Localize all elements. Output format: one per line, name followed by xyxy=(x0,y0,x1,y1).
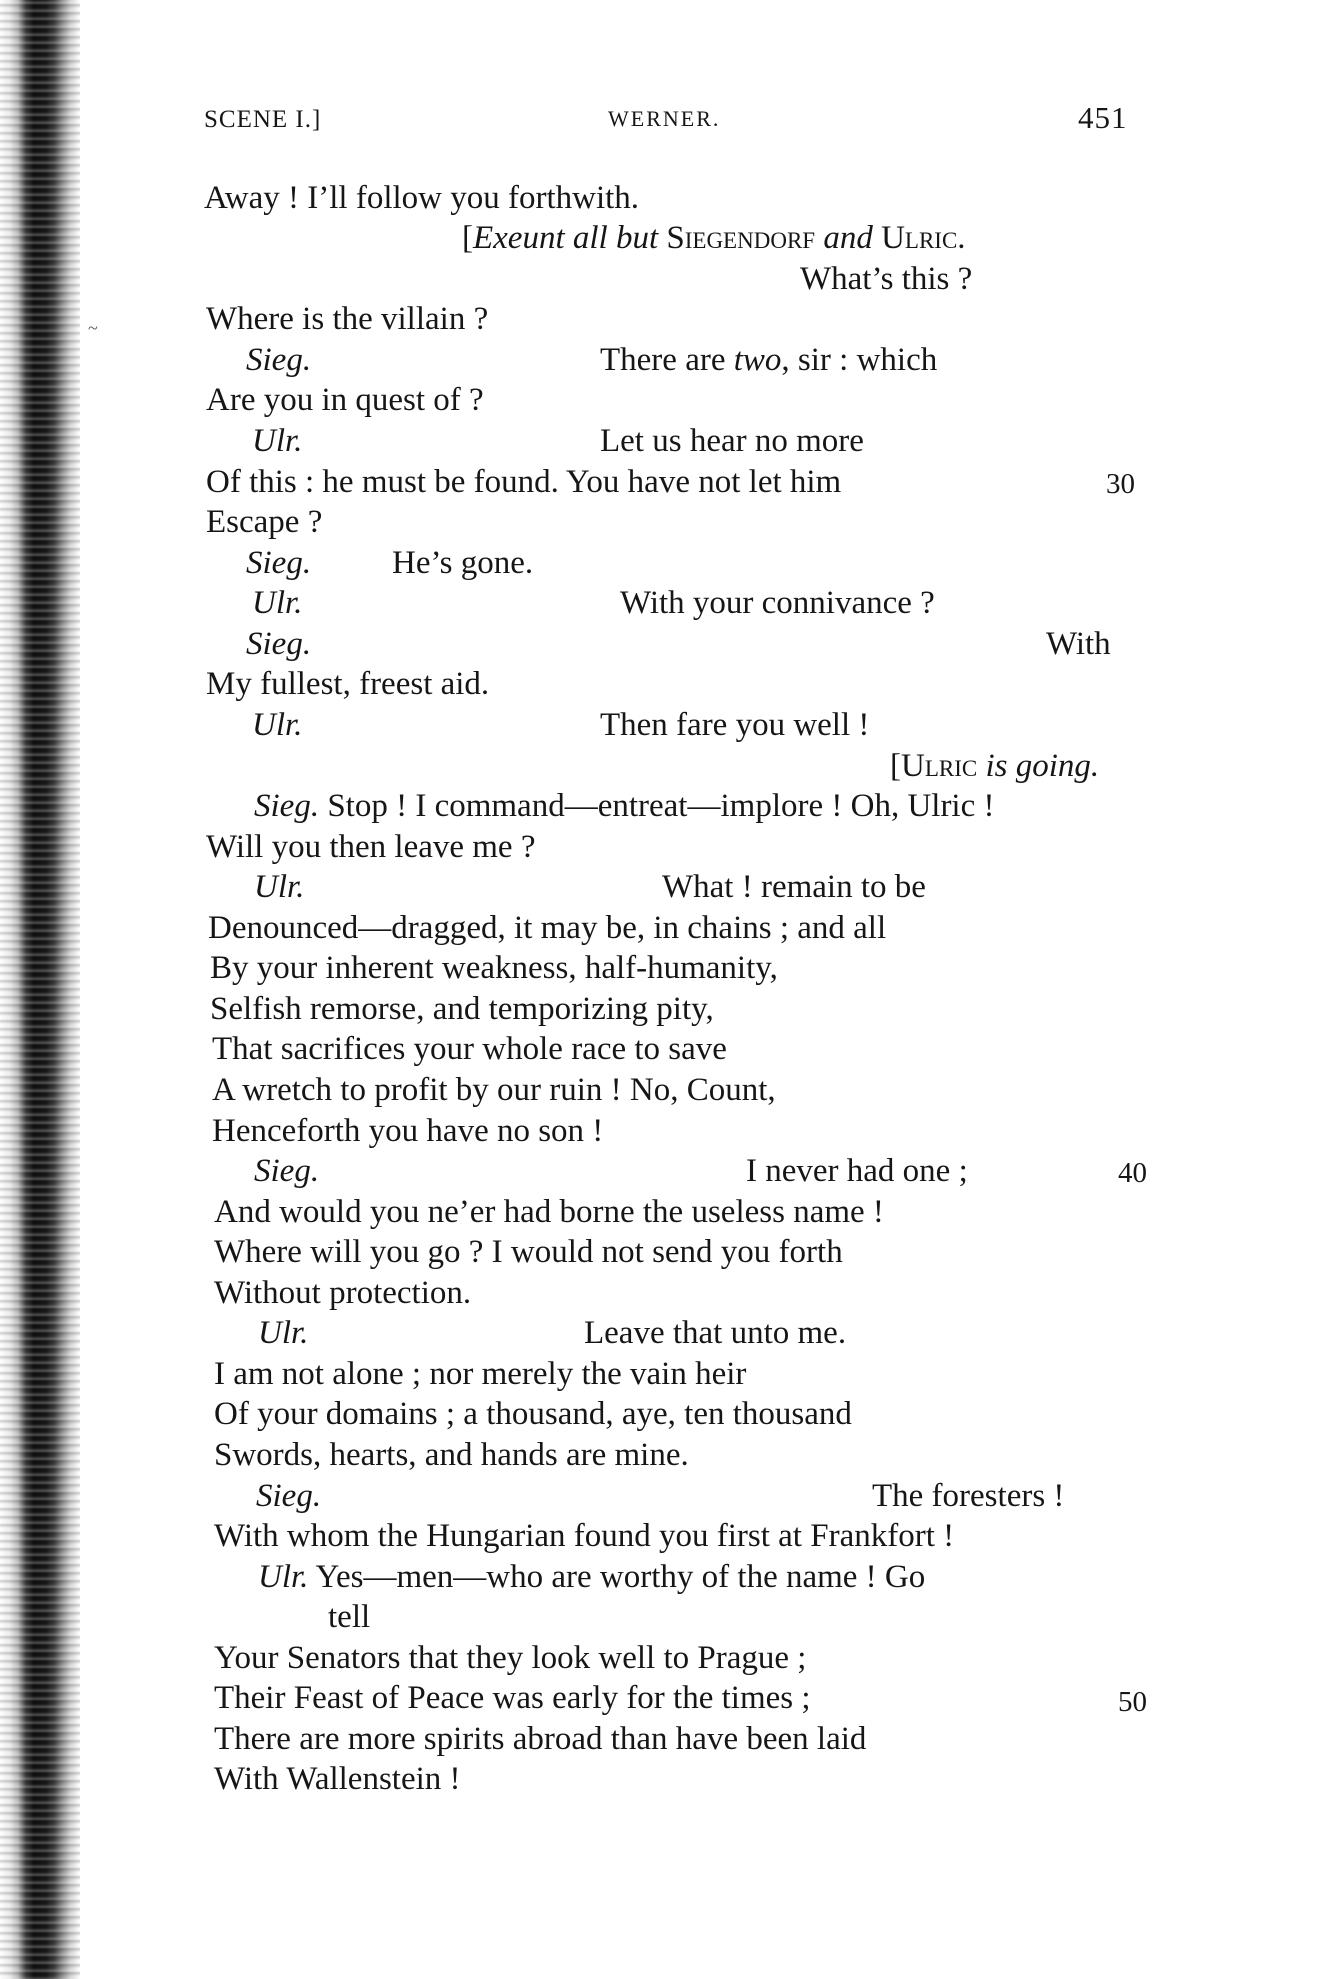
verse-line: With your connivance ? xyxy=(620,585,935,621)
speaker-name: Ulr. xyxy=(258,1315,309,1351)
verse-line: There are more spirits abroad than have been laid xyxy=(214,1721,867,1757)
verse-line: He’s gone. xyxy=(392,545,534,581)
verse-line: There are two, sir : which xyxy=(600,342,938,378)
verse-line: Are you in quest of ? xyxy=(206,382,484,418)
verse-line: A wretch to profit by our ruin ! No, Count, xyxy=(212,1072,776,1108)
verse-line: Ulr. Yes—men—who are worthy of the name ! Go xyxy=(258,1559,926,1595)
verse-line: Without protection. xyxy=(214,1275,472,1311)
verse-line: That sacrifices your whole race to save xyxy=(212,1031,727,1067)
stage-direction: [Ulric is going. xyxy=(890,748,1100,784)
verse-line: I never had one ; xyxy=(746,1153,968,1189)
verse-line: Selfish remorse, and temporizing pity, xyxy=(210,991,714,1027)
speaker-name: Ulr. xyxy=(252,707,303,743)
verse-line: Let us hear no more xyxy=(600,423,864,459)
verse-line: Where will you go ? I would not send you forth xyxy=(214,1234,843,1270)
speaker-name: Ulr. xyxy=(252,585,303,621)
verse-line: Denounced—dragged, it may be, in chains ; and all xyxy=(208,910,887,946)
verse-line: Their Feast of Peace was early for the times ; xyxy=(214,1680,811,1716)
verse-line: Will you then leave me ? xyxy=(206,829,536,865)
verse-line: Your Senators that they look well to Prague ; xyxy=(214,1640,807,1676)
verse-line: Away ! I’ll follow you forthwith. xyxy=(204,180,640,216)
speaker-name: Sieg. xyxy=(246,342,312,378)
verse-line: What’s this ? xyxy=(800,261,973,297)
speaker-name: Ulr. xyxy=(252,423,303,459)
speaker-name: Ulr. xyxy=(254,869,305,905)
verse-line: Swords, hearts, and hands are mine. xyxy=(214,1437,689,1473)
running-head-scene: SCENE I.] xyxy=(204,106,322,133)
verse-line: With whom the Hungarian found you first at Frankfort ! xyxy=(214,1518,955,1554)
verse-line: tell xyxy=(328,1599,371,1635)
verse-line: I am not alone ; nor merely the vain heir xyxy=(214,1356,747,1392)
verse-line: What ! remain to be xyxy=(662,869,926,905)
margin-mark-icon: ~ xyxy=(88,318,98,338)
verse-line: Escape ? xyxy=(206,504,323,540)
speaker-name: Sieg. xyxy=(254,1153,320,1189)
verse-line: And would you ne’er had borne the useless name ! xyxy=(214,1194,884,1230)
verse-line: With Wallenstein ! xyxy=(214,1761,461,1797)
line-number: 40 xyxy=(1118,1157,1147,1189)
verse-line: Then fare you well ! xyxy=(600,707,870,743)
verse-line: Henceforth you have no son ! xyxy=(212,1113,604,1149)
page-number: 451 xyxy=(1078,100,1128,135)
speaker-name: Sieg. xyxy=(246,626,312,662)
running-head-title: WERNER. xyxy=(608,106,721,131)
verse-line: Leave that unto me. xyxy=(584,1315,847,1351)
verse-line: Of this : he must be found. You have not let him xyxy=(206,464,842,500)
verse-line: Of your domains ; a thousand, aye, ten thousand xyxy=(214,1396,852,1432)
verse-line: Where is the villain ? xyxy=(206,301,489,337)
speaker-name: Sieg. xyxy=(256,1478,322,1514)
verse-line: With xyxy=(1046,626,1111,662)
line-number: 30 xyxy=(1106,468,1135,500)
verse-line: Sieg. Stop ! I command—entreat—implore ! Oh, Ulric ! xyxy=(254,788,995,824)
verse-line: The foresters ! xyxy=(872,1478,1065,1514)
stage-direction: [Exeunt all but Siegendorf and Ulric. xyxy=(462,220,966,256)
line-number: 50 xyxy=(1118,1686,1147,1718)
verse-line: By your inherent weakness, half-humanity, xyxy=(210,950,778,986)
speaker-name: Sieg. xyxy=(246,545,312,581)
verse-line: My fullest, freest aid. xyxy=(206,666,490,702)
